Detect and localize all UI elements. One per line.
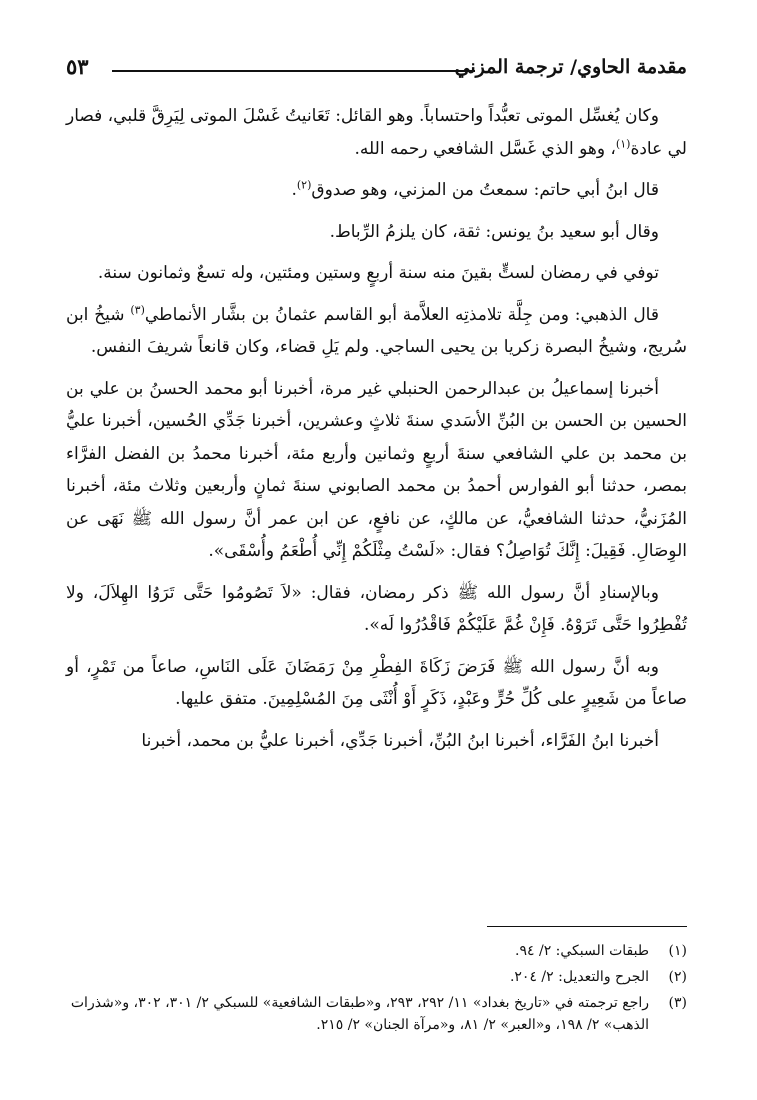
footnote-number: (٢) [668, 969, 687, 985]
footnote [60, 940, 687, 962]
footnote [60, 992, 687, 1036]
footnote-separator [487, 926, 687, 927]
paragraph: قال الذهبي: ومن جِلَّة تلامذتِه العلاَّمة أبو القاسم عثمانُ بن بشَّار الأنماطي$^{(٣)}$ شيخُ ابن سُريج، وشيخُ البصرة زكريا بن يحيى الساجي. ولم يَلِ قضاء، وكان قانعاً شريفَ النفس. [66, 302, 687, 357]
footnote-number: (٣) [668, 995, 687, 1011]
header-rule [112, 70, 475, 72]
paragraph: وبالإسنادِ أنَّ رسول الله ﷺ ذكر رمضان، فقال: «لاَ تَصُومُوا حَتَّى تَرَوُا الهِلاَلَ، ولا تُفْطِرُوا حَتَّى تَرَوْهُ. فَإِنْ غُمَّ عَلَيْكُمْ فَاقْدُرُوا لَه». [66, 582, 687, 635]
paragraph: وكان يُغسِّل الموتى تعبُّداً واحتساباً. وهو القائل: تَعَانيتُ غَسْلَ الموتى لِيَرِقَّ قلبي، فصار لي عادة$^{(١)}$، وهو الذي غَسَّل الشافعي رحمه الله. [66, 106, 687, 159]
footnote-text: راجع ترجمته في «تاريخ بغداد» ١١/ ٢٩٢، ٢٩٣، و«طبقات الشافعية» للسبكي ٢/ ٣٠١، ٣٠٢، و«شذرات الذهب» ٢/ ١٩٨، و«العبر» ٢/ ٨١، و«مرآة الجنان» ٢/ ٢١٥. [70, 995, 649, 1033]
footnote-ref[interactable]: (٢) [296, 178, 312, 192]
paragraph: وقال أبو سعيد بنُ يونس: ثقة، كان يلزمُ الرِّباط. [329, 221, 659, 242]
footnote-text: الجرح والتعديل: ٢/ ٢٠٤. [509, 969, 649, 985]
footnote [60, 966, 687, 988]
paragraph: أخبرنا إسماعيلُ بن عبدالرحمن الحنبلي غير مرة، أخبرنا أبو محمد الحسنُ بن علي بن الحسين بن الحسن بن البُنِّ الأسَدي سنةَ ثلاثٍ وعشرين، أخبرنا جَدِّي الحُسين، أخبرنا عليُّ بن محمد بن علي الشافعي سنةَ أربعٍ وثمانين وأربع مئة، أخبرنا محمدُ بن الفضل الفرَّاء بمصر، حدثنا أبو الفوارس أحمدُ بن محمد الصابوني سنةَ ثمانٍ وأربعين وثلاث مئة، أخبرنا المُزَنيُّ، حدثنا الشافعيُّ، عن مالكٍ، عن نافعٍ، عن ابن عمر أنَّ رسول الله ﷺ نَهَى عن الوِصَالِ. فَقِيلَ: إِنَّكَ تُوَاصِلُ؟ فقال: «لَسْتُ مِثْلَكُمْ إِنِّي أُطْعَمُ وأُسْقَى». [66, 378, 687, 561]
footnote-ref[interactable]: (٣) [130, 302, 145, 316]
paragraph: توفي في رمضان لستٍّ بقينَ منه سنة أربعٍ وستين ومئتين، وله تسعٌ وثمانون سنة. [97, 263, 659, 283]
main-text [66, 100, 687, 766]
page-number: ٥٣ [66, 54, 89, 79]
footnote-text: طبقات السبكي: ٢/ ٩٤. [515, 943, 649, 959]
header-title: مقدمة الحاوي/ ترجمة المزني [454, 56, 687, 78]
footnotes [60, 940, 687, 1040]
footnote-ref[interactable]: (١) [615, 136, 631, 150]
paragraph: أخبرنا ابنُ الفَرَّاء، أخبرنا ابنُ البُنِّ، أخبرنا جَدِّي، أخبرنا عليُّ بن محمد، أخبرنا [141, 730, 659, 751]
paragraph: قال ابنُ أبي حاتم: سمعتُ من المزني، وهو صدوق$^{(٢)}$. [291, 178, 659, 200]
paragraph: وبه أنَّ رسول الله ﷺ فَرَضَ زَكَاةَ الفِطْرِ مِنْ رَمَضَانَ عَلَى النَاسِ، صاعاً من تَمْرٍ، أو صاعاً من شَعِيرٍ على كُلِّ حُرٍّ وعَبْدٍ، ذَكَرٍ أَوْ أُنْثَى مِنَ المُسْلِمِينَ. متفق عليها. [66, 656, 687, 709]
running-header [66, 56, 687, 86]
footnote-number: (١) [668, 943, 687, 959]
